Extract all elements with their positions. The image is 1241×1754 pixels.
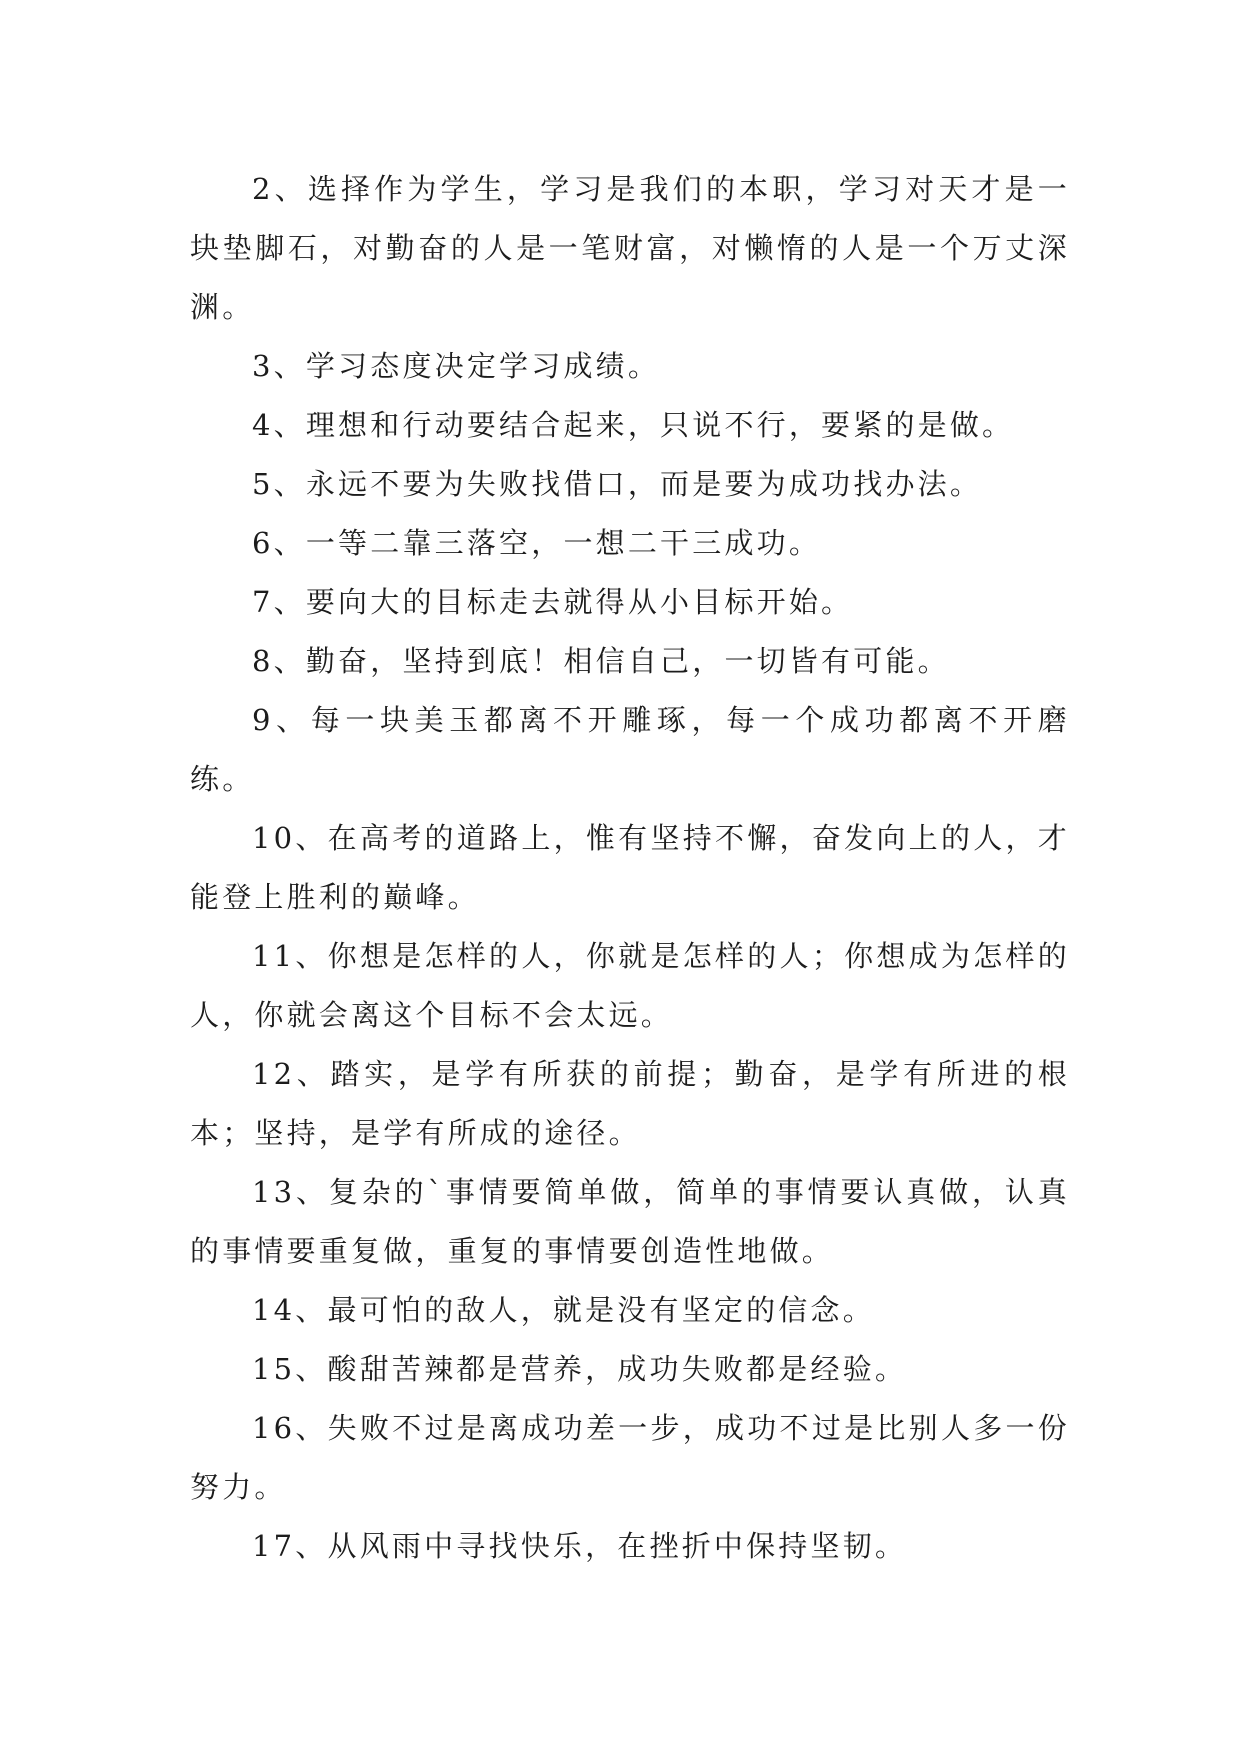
quote-paragraph-13: 13、复杂的`事情要简单做，简单的事情要认真做，认真的事情要重复做，重复的事情要创造性地做。 — [190, 1175, 1070, 1268]
quote-paragraph-2: 2、选择作为学生，学习是我们的本职，学习对天才是一块垫脚石，对勤奋的人是一笔财富，对懒惰的人是一个万丈深渊。 — [190, 172, 1070, 324]
quote-paragraph-3: 3、学习态度决定学习成绩。 — [252, 349, 661, 383]
quote-paragraph-10: 10、在高考的道路上，惟有坚持不懈，奋发向上的人，才能登上胜利的巅峰。 — [190, 821, 1070, 914]
quote-paragraph-5: 5、永远不要为失败找借口，而是要为成功找办法。 — [252, 467, 983, 501]
quote-paragraph-8: 8、勤奋，坚持到底！相信自己，一切皆有可能。 — [252, 644, 950, 678]
quote-paragraph-7: 7、要向大的目标走去就得从小目标开始。 — [252, 585, 854, 619]
quote-paragraph-11: 11、你想是怎样的人，你就是怎样的人；你想成为怎样的人，你就会离这个目标不会太远。 — [190, 939, 1070, 1032]
quote-paragraph-9: 9、每一块美玉都离不开雕琢，每一个成功都离不开磨练。 — [190, 703, 1070, 796]
document-page — [190, 160, 1070, 1576]
quote-paragraph-6: 6、一等二靠三落空，一想二干三成功。 — [252, 526, 822, 560]
quote-paragraph-12: 12、踏实，是学有所获的前提；勤奋，是学有所进的根本；坚持，是学有所成的途径。 — [190, 1057, 1070, 1150]
quote-paragraph-16: 16、失败不过是离成功差一步，成功不过是比别人多一份努力。 — [190, 1411, 1070, 1504]
quote-paragraph-15: 15、酸甜苦辣都是营养，成功失败都是经验。 — [252, 1352, 908, 1386]
quote-paragraph-14: 14、最可怕的敌人，就是没有坚定的信念。 — [252, 1293, 875, 1327]
quote-paragraph-17: 17、从风雨中寻找快乐，在挫折中保持坚韧。 — [252, 1529, 908, 1563]
quote-paragraph-4: 4、理想和行动要结合起来，只说不行，要紧的是做。 — [252, 408, 1015, 442]
